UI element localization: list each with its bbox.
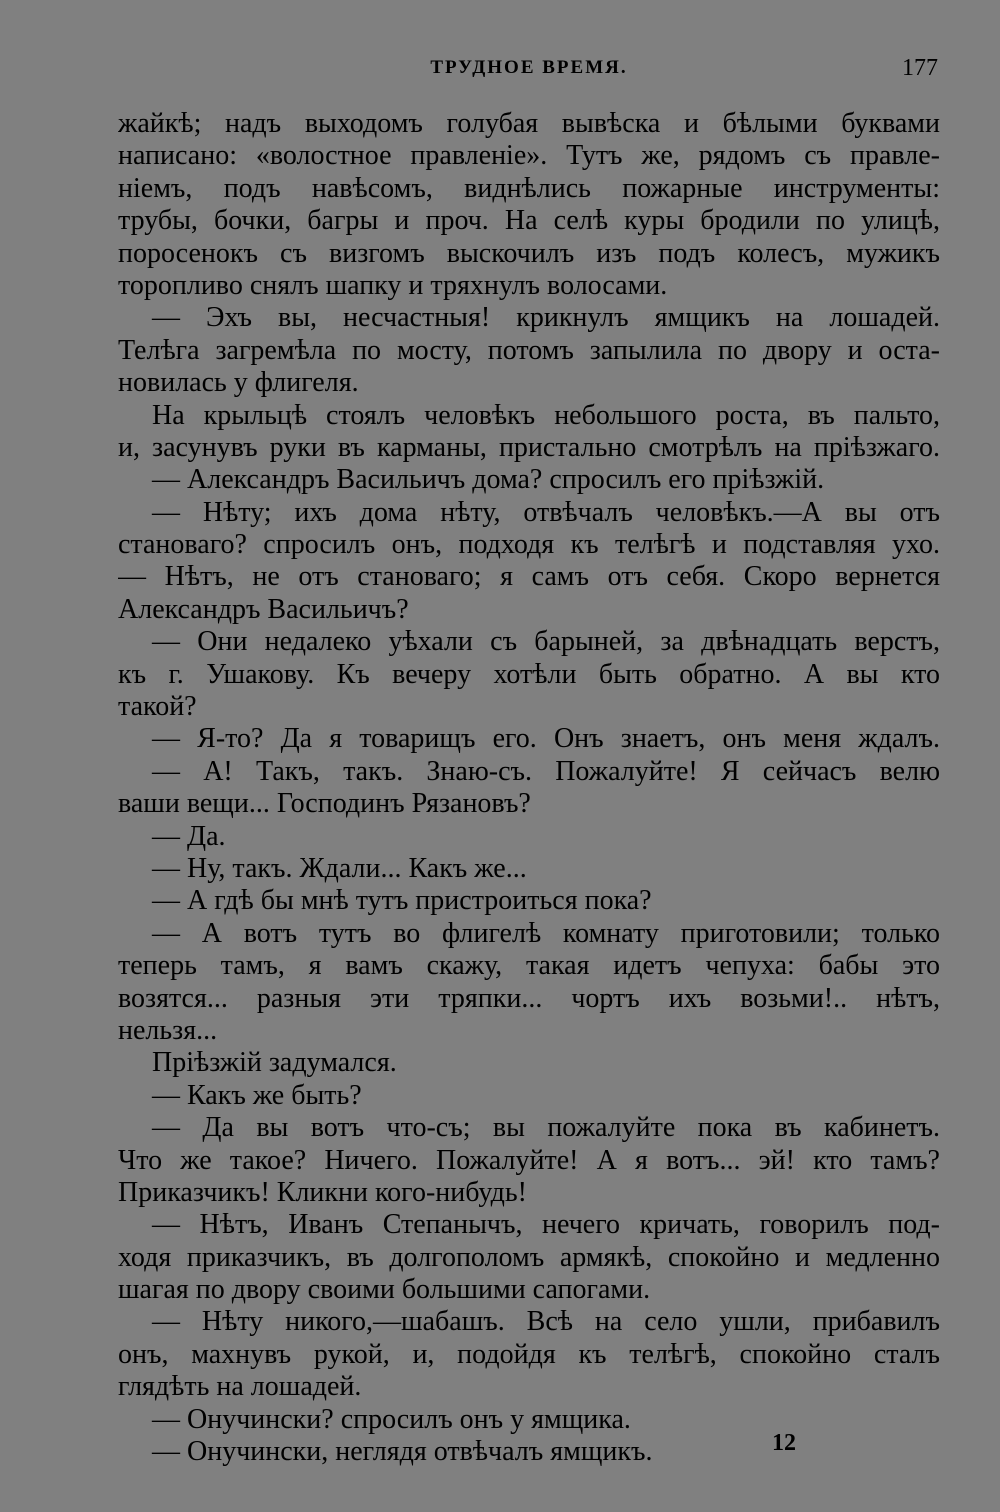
text-line: ніемъ, подъ навѣсомъ, виднѣлись пожарные инструменты: [118, 172, 940, 204]
text-line: — Онучински? спросилъ онъ у ямщика. [152, 1403, 631, 1435]
text-line: — Они недалеко уѣхали съ барыней, за двѣнадцать верстъ, [152, 626, 940, 658]
text-line: ваши вещи... Господинъ Рязановъ? [118, 788, 531, 820]
text-line: становаго? спросилъ онъ, подходя къ телѣгѣ и подставляя ухо. [118, 529, 940, 561]
text-line: — А вотъ тутъ во флигелѣ комнату приготовили; только [152, 917, 940, 949]
running-title: ТРУДНОЕ ВРЕМЯ. [430, 57, 628, 78]
text-line: — Нѣту; ихъ дома нѣту, отвѣчалъ человѣкъ.—А вы отъ [152, 496, 940, 528]
text-line: — Нѣтъ, Иванъ Степанычъ, нечего кричать, говорилъ под- [152, 1209, 940, 1241]
text-line: нельзя... [118, 1014, 218, 1046]
text-line: Александръ Васильичъ? [118, 593, 409, 625]
text-line: онъ, махнувъ рукой, и, подойдя къ телѣгѣ, спокойно сталъ [118, 1338, 940, 1370]
text-line: написано: «волостное правленіе». Тутъ же, рядомъ съ правле- [118, 140, 940, 172]
text-line: Что же такое? Ничего. Пожалуйте! А я вотъ... эй! кто тамъ? [118, 1144, 940, 1176]
text-line: новилась у флигеля. [118, 367, 359, 399]
text-line: — Онучински, неглядя отвѣчалъ ямщикъ. [152, 1436, 653, 1468]
text-line: торопливо снялъ шапку и тряхнулъ волосами. [118, 269, 668, 301]
text-line: — Эхъ вы, несчастныя! крикнулъ ямщикъ на лошадей. [152, 302, 940, 334]
running-head [118, 55, 940, 87]
signature-mark: 12 [772, 1430, 796, 1456]
text-line: Пріѣзжій задумался. [152, 1047, 397, 1079]
text-line: — А гдѣ бы мнѣ тутъ пристроиться пока? [152, 885, 652, 917]
text-line: шагая по двору своими большими сапогами. [118, 1274, 651, 1306]
text-line: — Александръ Васильичъ дома? спросилъ его пріѣзжій. [152, 464, 825, 496]
text-line: ходя приказчикъ, въ долгополомъ армякѣ, спокойно и медленно [118, 1241, 940, 1273]
text-line: — Какъ же быть? [152, 1079, 362, 1111]
text-line: теперь тамъ, я вамъ скажу, такая идетъ чепуха: бабы это [118, 950, 940, 982]
text-line: Телѣга загремѣла по мосту, потомъ запылила по двору и оста- [118, 334, 940, 366]
text-line: — Нѣту никого,—шабашъ. Всѣ на село ушли, прибавилъ [152, 1306, 940, 1338]
text-line: На крыльцѣ стоялъ человѣкъ небольшого роста, въ пальто, [152, 399, 940, 431]
text-line: — Я-то? Да я товарищъ его. Онъ знаетъ, онъ меня ждалъ. [152, 723, 940, 755]
text-line: глядѣть на лошадей. [118, 1371, 362, 1403]
text-line: поросенокъ съ визгомъ выскочилъ изъ подъ колесъ, мужикъ [118, 237, 940, 269]
text-line: возятся... разныя эти тряпки... чортъ ихъ возьми!.. нѣтъ, [118, 982, 940, 1014]
text-line: такой? [118, 691, 197, 723]
text-line: трубы, бочки, багры и проч. На селѣ куры бродили по улицѣ, [118, 205, 940, 237]
text-line: жайкѣ; надъ выходомъ голубая вывѣска и бѣлыми буквами [118, 108, 940, 139]
text-line: — А! Такъ, такъ. Знаю-съ. Пожалуйте! Я сейчасъ велю [152, 755, 940, 787]
page-number: 177 [902, 55, 938, 81]
text-line: Приказчикъ! Кликни кого-нибудь! [118, 1176, 528, 1208]
text-line: — Да вы вотъ что-съ; вы пожалуйте пока въ кабинетъ. [152, 1112, 940, 1144]
text-line: и, засунувъ руки въ карманы, пристально смотрѣлъ на пріѣзжаго. [118, 431, 940, 463]
text-line: къ г. Ушакову. Къ вечеру хотѣли быть обратно. А вы кто [118, 658, 940, 690]
text-line: — Ну, такъ. Ждали... Какъ же... [152, 852, 527, 884]
text-line: — Нѣтъ, не отъ становаго; я самъ отъ себя. Скоро вернется [118, 561, 940, 593]
text-line: — Да. [152, 820, 226, 852]
body-text [118, 108, 940, 1468]
